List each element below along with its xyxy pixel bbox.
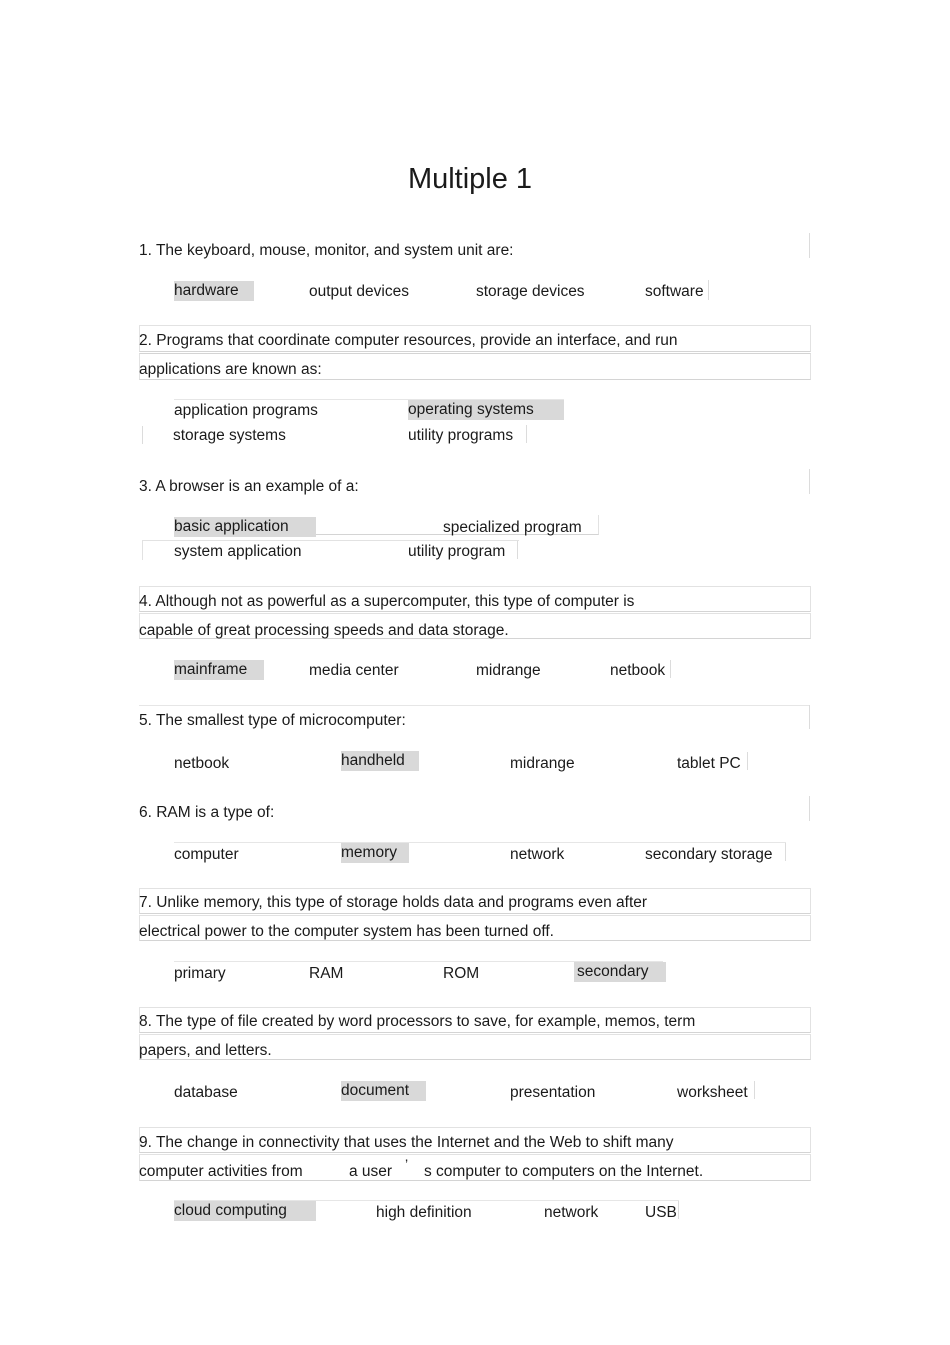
q7-option-ram[interactable]: RAM xyxy=(309,965,344,982)
question-3-text: 3. A browser is an example of a: xyxy=(139,478,359,495)
q5-option-netbook[interactable]: netbook xyxy=(174,755,230,772)
question-6-text: 6. RAM is a type of: xyxy=(139,804,275,821)
divider xyxy=(754,1081,755,1099)
q5-option-tablet-pc[interactable]: tablet PC xyxy=(677,755,741,772)
q1-option-storage-devices[interactable]: storage devices xyxy=(476,283,585,300)
question-5-text: 5. The smallest type of microcomputer: xyxy=(139,712,406,729)
q9-option-cloud-computing[interactable]: cloud computing xyxy=(174,1201,316,1221)
question-9-line-2-end: s computer to computers on the Internet. xyxy=(424,1163,704,1180)
q2-option-storage-systems[interactable]: storage systems xyxy=(173,427,286,444)
divider xyxy=(708,280,709,300)
q4-option-mainframe[interactable]: mainframe xyxy=(174,660,264,680)
divider xyxy=(670,660,671,678)
q1-option-hardware[interactable]: hardware xyxy=(174,281,254,301)
divider xyxy=(809,705,810,729)
question-1-text: 1. The keyboard, mouse, monitor, and system unit are: xyxy=(139,242,514,259)
q6-option-secondary-storage[interactable]: secondary storage xyxy=(645,846,773,863)
q7-option-primary[interactable]: primary xyxy=(174,965,226,982)
q6-option-network[interactable]: network xyxy=(510,846,565,863)
q3-option-utility-program[interactable]: utility program xyxy=(408,543,506,560)
divider xyxy=(747,752,748,770)
page-title: Multiple 1 xyxy=(407,163,533,195)
q5-option-handheld[interactable]: handheld xyxy=(341,751,419,771)
q2-option-utility-programs[interactable]: utility programs xyxy=(408,427,514,444)
q8-option-presentation[interactable]: presentation xyxy=(510,1084,596,1101)
divider xyxy=(142,426,143,444)
divider xyxy=(809,233,810,258)
divider xyxy=(809,469,810,494)
q6-option-memory[interactable]: memory xyxy=(341,843,409,863)
question-9-line-2-user: a user xyxy=(349,1163,393,1180)
question-9-line-2-start: computer activities from xyxy=(139,1163,303,1180)
question-9-line-1: 9. The change in connectivity that uses the Internet and the Web to shift many xyxy=(139,1134,674,1151)
q7-option-secondary[interactable]: secondary xyxy=(574,962,666,982)
question-8-line-2: papers, and letters. xyxy=(139,1042,272,1059)
question-4-line-1: 4. Although not as powerful as a supercomputer, this type of computer is xyxy=(139,593,635,610)
q2-option-operating-systems[interactable]: operating systems xyxy=(408,400,564,420)
q8-option-database[interactable]: database xyxy=(174,1084,238,1101)
question-2-line-2: applications are known as: xyxy=(139,361,322,378)
divider xyxy=(517,541,518,559)
divider xyxy=(174,842,786,843)
q1-option-software[interactable]: software xyxy=(645,283,704,300)
question-7-line-1: 7. Unlike memory, this type of storage holds data and programs even after xyxy=(139,894,648,911)
q8-option-worksheet[interactable]: worksheet xyxy=(677,1084,748,1101)
question-4-line-2: capable of great processing speeds and data storage. xyxy=(139,622,509,639)
divider xyxy=(526,425,527,443)
q3-option-basic-application[interactable]: basic application xyxy=(174,517,316,537)
q4-option-midrange[interactable]: midrange xyxy=(476,662,541,679)
q4-option-media-center[interactable]: media center xyxy=(309,662,399,679)
q9-option-network[interactable]: network xyxy=(544,1204,599,1221)
q8-option-document[interactable]: document xyxy=(341,1081,426,1101)
question-7-line-2: electrical power to the computer system has been turned off. xyxy=(139,923,554,940)
divider xyxy=(785,843,786,861)
apostrophe-mark: ’ xyxy=(405,1156,409,1172)
q3-option-specialized-program[interactable]: specialized program xyxy=(443,519,582,536)
question-2-line-1: 2. Programs that coordinate computer resources, provide an interface, and run xyxy=(139,332,678,349)
divider xyxy=(809,796,810,821)
q4-option-netbook[interactable]: netbook xyxy=(610,662,666,679)
q6-option-computer[interactable]: computer xyxy=(174,846,239,863)
divider xyxy=(678,1201,679,1219)
divider xyxy=(139,705,809,706)
q3-option-system-application[interactable]: system application xyxy=(174,543,302,560)
q5-option-midrange[interactable]: midrange xyxy=(510,755,575,772)
question-8-line-1: 8. The type of file created by word processors to save, for example, memos, term xyxy=(139,1013,696,1030)
q9-option-usb[interactable]: USB xyxy=(645,1204,677,1221)
q9-option-high-definition[interactable]: high definition xyxy=(376,1204,472,1221)
q2-option-application-programs[interactable]: application programs xyxy=(174,402,318,419)
q7-option-rom[interactable]: ROM xyxy=(443,965,480,982)
q1-option-output-devices[interactable]: output devices xyxy=(309,283,409,300)
